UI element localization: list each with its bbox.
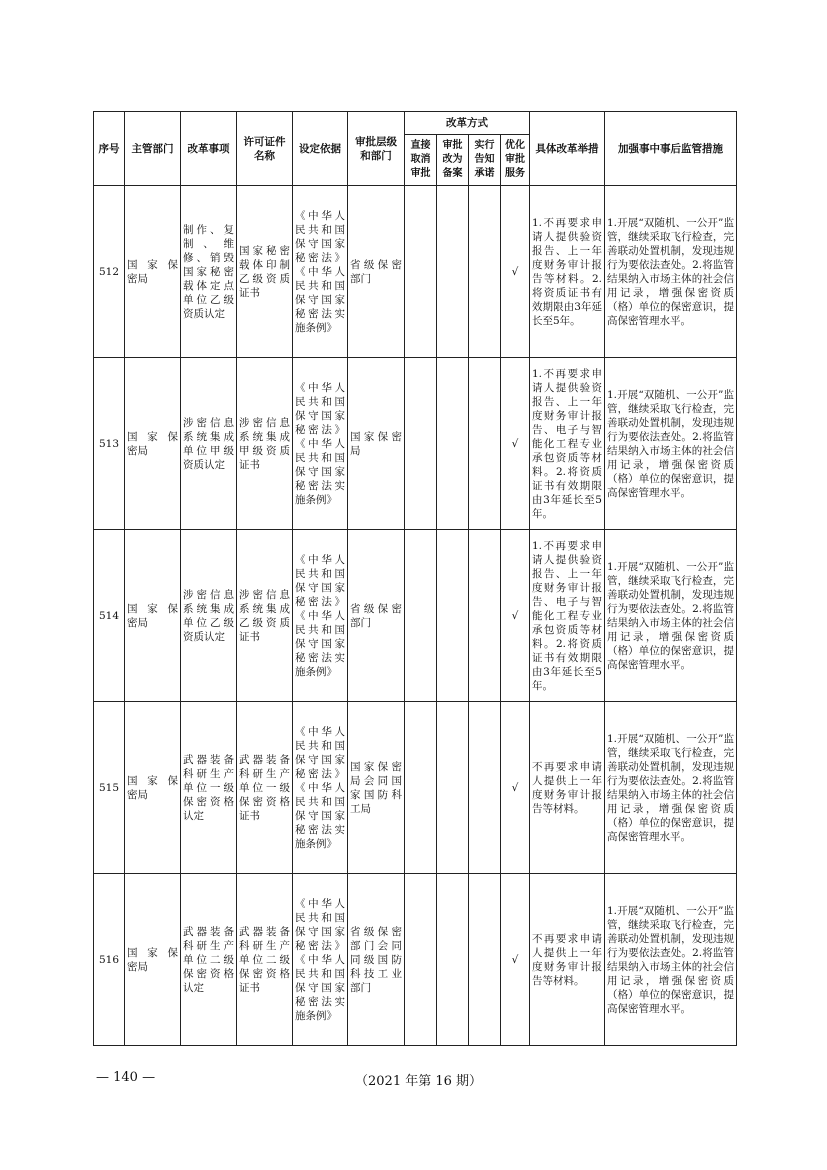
cell-dept: 国 家 保 密局	[125, 358, 181, 530]
cell-method-filing	[437, 530, 469, 702]
cell-license: 涉密信息系统集成甲级资质证书	[237, 358, 293, 530]
cell-method-optimize: √	[501, 530, 530, 702]
cell-level: 国家保密局会同国家国防科工局	[348, 702, 405, 874]
cell-method-optimize: √	[501, 874, 530, 1046]
cell-method-cancel	[405, 530, 437, 702]
cell-supervision: 1.开展“双随机、一公开”监管，继续采取飞行检查，完善联动处置机制，发现违规行为要依法查处。2.将监管结果纳入市场主体的社会信用记录，增强保密资质（格）单位的保密意识，提高保密管理水平。	[605, 530, 737, 702]
cell-dept: 国 家 保 密局	[125, 530, 181, 702]
cell-method-optimize: √	[501, 702, 530, 874]
cell-seq: 516	[94, 874, 125, 1046]
table-row	[94, 874, 737, 1046]
cell-level: 省级保密部门会同同级国防科技工业部门	[348, 874, 405, 1046]
cell-basis: 《中华人民共和国保守国家秘密法》《中华人民共和国保守国家秘密法实施条例》	[293, 530, 348, 702]
cell-supervision: 1.开展“双随机、一公开”监管，继续采取飞行检查，完善联动处置机制，发现违规行为要依法查处。2.将监管结果纳入市场主体的社会信用记录，增强保密资质（格）单位的保密意识，提高保密管理水平。	[605, 186, 737, 358]
cell-supervision: 1.开展“双随机、一公开”监管，继续采取飞行检查，完善联动处置机制，发现违规行为要依法查处。2.将监管结果纳入市场主体的社会信用记录，增强保密资质（格）单位的保密意识，提高保密管理水平。	[605, 358, 737, 530]
cell-method-commitment	[469, 530, 501, 702]
cell-method-cancel	[405, 874, 437, 1046]
header-dept: 主管部门	[125, 112, 181, 186]
issue-label: （2021 年第 16 期）	[355, 1074, 483, 1089]
cell-dept: 国 家 保 密局	[125, 874, 181, 1046]
cell-license: 武器装备科研生产单位二级保密资格证书	[237, 874, 293, 1046]
cell-method-filing	[437, 874, 469, 1046]
cell-license: 武器装备科研生产单位一级保密资格证书	[237, 702, 293, 874]
page-number: — 140 —	[96, 1070, 156, 1085]
table-row	[94, 530, 737, 702]
cell-item: 涉密信息系统集成单位乙级资质认定	[181, 530, 237, 702]
cell-level: 国 家 保 密局	[348, 358, 405, 530]
cell-level: 省级保密部门	[348, 530, 405, 702]
table-row	[94, 358, 737, 530]
cell-measures: 不再要求申请人提供上一年度财务审计报告等材料。	[530, 874, 605, 1046]
cell-measures: 1.不再要求申请人提供验资报告、上一年度财务审计报告等材料。2.将资质证书有效期限由3年延长至5年。	[530, 186, 605, 358]
cell-dept: 国 家 保 密局	[125, 186, 181, 358]
cell-method-commitment	[469, 358, 501, 530]
cell-basis: 《中华人民共和国保守国家秘密法》《中华人民共和国保守国家秘密法实施条例》	[293, 358, 348, 530]
header-method-optimize: 优化审批服务	[501, 135, 530, 186]
cell-supervision: 1.开展“双随机、一公开”监管，继续采取飞行检查，完善联动处置机制，发现违规行为要依法查处。2.将监管结果纳入市场主体的社会信用记录，增强保密资质（格）单位的保密意识，提高保密管理水平。	[605, 702, 737, 874]
cell-method-cancel	[405, 702, 437, 874]
header-method-commitment: 实行告知承诺	[469, 135, 501, 186]
header-method-filing: 审批改为备案	[437, 135, 469, 186]
header-measures: 具体改革举措	[530, 112, 605, 186]
cell-method-filing	[437, 702, 469, 874]
table-row	[94, 186, 737, 358]
cell-measures: 1.不再要求申请人提供验资报告、上一年度财务审计报告、电子与智能化工程专业承包资质等材料。2.将资质证书有效期限由3年延长至5年。	[530, 530, 605, 702]
cell-level: 省级保密部门	[348, 186, 405, 358]
header-method-cancel: 直接取消审批	[405, 135, 437, 186]
cell-method-filing	[437, 186, 469, 358]
cell-license: 涉密信息系统集成乙级资质证书	[237, 530, 293, 702]
cell-supervision: 1.开展“双随机、一公开”监管，继续采取飞行检查，完善联动处置机制，发现违规行为要依法查处。2.将监管结果纳入市场主体的社会信用记录，增强保密资质（格）单位的保密意识，提高保密管理水平。	[605, 874, 737, 1046]
cell-item: 武器装备科研生产单位一级保密资格认定	[181, 702, 237, 874]
cell-seq: 513	[94, 358, 125, 530]
cell-method-cancel	[405, 358, 437, 530]
header-reform-method: 改革方式	[405, 112, 530, 135]
table-row	[94, 702, 737, 874]
cell-method-optimize: √	[501, 358, 530, 530]
cell-dept: 国 家 保 密局	[125, 702, 181, 874]
cell-method-filing	[437, 358, 469, 530]
cell-method-commitment	[469, 702, 501, 874]
cell-method-cancel	[405, 186, 437, 358]
header-license: 许可证件名称	[237, 112, 293, 186]
cell-item: 涉密信息系统集成单位甲级资质认定	[181, 358, 237, 530]
cell-basis: 《中华人民共和国保守国家秘密法》《中华人民共和国保守国家秘密法实施条例》	[293, 874, 348, 1046]
cell-seq: 512	[94, 186, 125, 358]
cell-seq: 514	[94, 530, 125, 702]
cell-measures: 1.不再要求申请人提供验资报告、上一年度财务审计报告、电子与智能化工程专业承包资质等材料。2.将资质证书有效期限由3年延长至5年。	[530, 358, 605, 530]
cell-measures: 不再要求申请人提供上一年度财务审计报告等材料。	[530, 702, 605, 874]
header-supervision: 加强事中事后监管措施	[605, 112, 737, 186]
header-item: 改革事项	[181, 112, 237, 186]
header-basis: 设定依据	[293, 112, 348, 186]
cell-basis: 《中华人民共和国保守国家秘密法》《中华人民共和国保守国家秘密法实施条例》	[293, 186, 348, 358]
cell-method-commitment	[469, 874, 501, 1046]
cell-seq: 515	[94, 702, 125, 874]
cell-basis: 《中华人民共和国保守国家秘密法》《中华人民共和国保守国家秘密法实施条例》	[293, 702, 348, 874]
header-seq: 序号	[94, 112, 125, 186]
cell-method-commitment	[469, 186, 501, 358]
header-level: 审批层级和部门	[348, 112, 405, 186]
reform-table	[93, 111, 737, 1046]
cell-item: 武器装备科研生产单位二级保密资格认定	[181, 874, 237, 1046]
cell-method-optimize: √	[501, 186, 530, 358]
cell-license: 国家秘密载体印制乙级资质证书	[237, 186, 293, 358]
cell-item: 制作、复制、维修、销毁国家秘密载体定点单位乙级资质认定	[181, 186, 237, 358]
